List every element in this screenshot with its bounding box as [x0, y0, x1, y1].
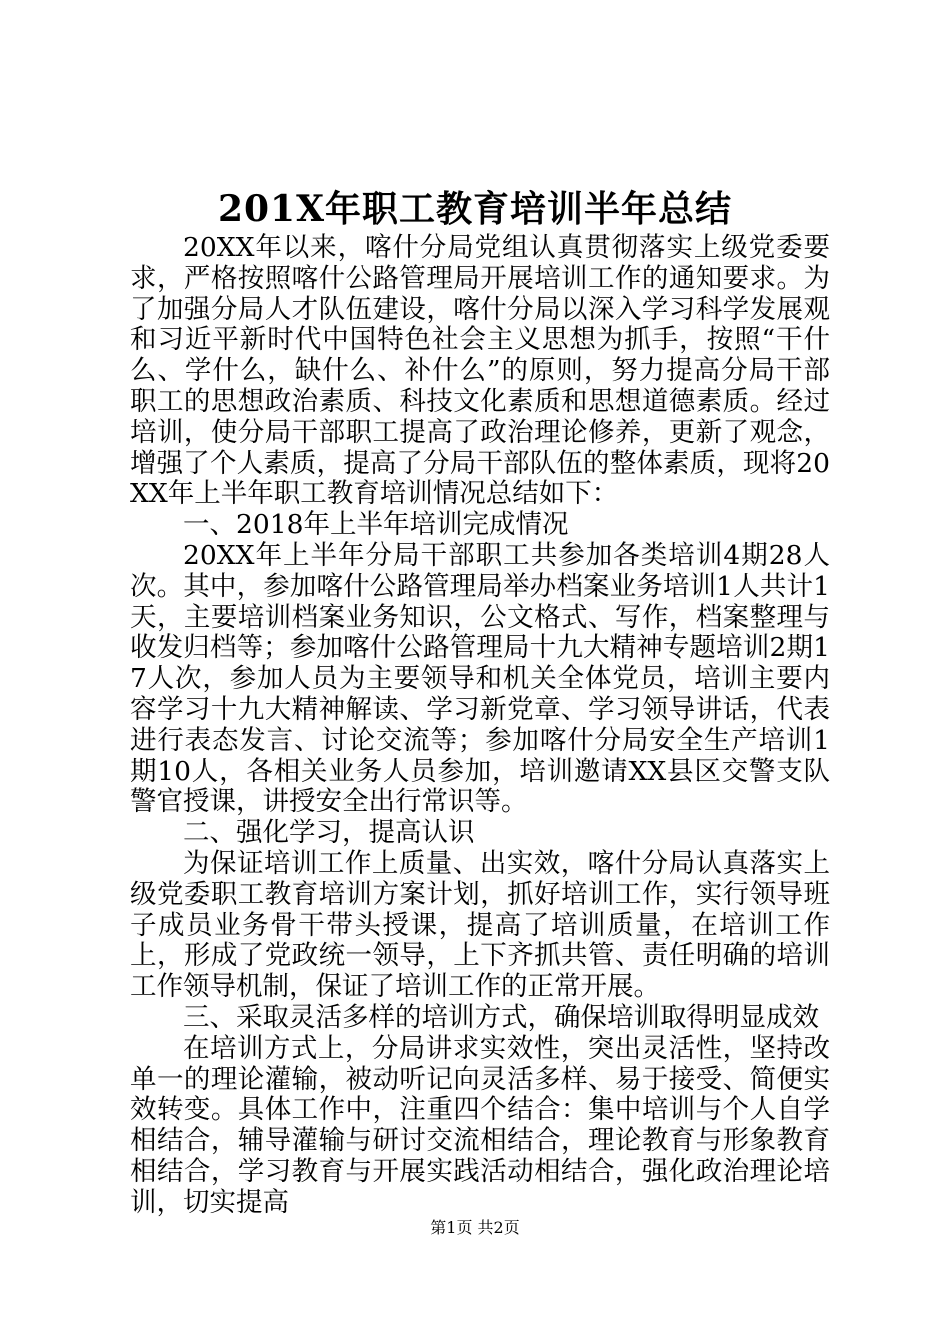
section-3-paragraph: 在培训方式上，分局讲求实效性，突出灵活性，坚持改单一的理论灌输，被动听记向灵活多样、易于接受、简便实效转变。具体工作中，注重四个结合：集中培训与个人自学相结合，辅导灌输与研讨交流相结合，理论教育与形象教育相结合，学习教育与开展实践活动相结合，强化政治理论培训，切实提高 [130, 1032, 830, 1218]
section-heading-1: 一、2018年上半年培训完成情况 [183, 509, 569, 541]
section-heading-3: 三、采取灵活多样的培训方式，确保培训取得明显成效 [183, 1001, 819, 1033]
document-body [130, 233, 830, 1219]
section-2-paragraph: 为保证培训工作上质量、出实效，喀什分局认真落实上级党委职工教育培训方案计划，抓好培训工作，实行领导班子成员业务骨干带头授课，提高了培训质量，在培训工作上，形成了党政统一领导，上下齐抓共管、责任明确的培训工作领导机制，保证了培训工作的正常开展。 [130, 847, 830, 1003]
intro-paragraph: 20XX年以来，喀什分局党组认真贯彻落实上级党委要求，严格按照喀什公路管理局开展培训工作的通知要求。为了加强分局人才队伍建设，喀什分局以深入学习科学发展观和习近平新时代中国特色社会主义思想为抓手，按照“干什么、学什么，缺什么、补什么”的原则，努力提高分局干部职工的思想政治素质、科技文化素质和思想道德素质。经过培训，使分局干部职工提高了政治理论修养，更新了观念，增强了个人素质，提高了分局干部队伍的整体素质，现将20XX年上半年职工教育培训情况总结如下： [130, 232, 830, 510]
section-heading-2: 二、强化学习，提高认识 [183, 817, 475, 849]
section-1-paragraph: 20XX年上半年分局干部职工共参加各类培训4期28人次。其中，参加喀什公路管理局举办档案业务培训1人共计1天，主要培训档案业务知识，公文格式、写作，档案整理与收发归档等；参加喀什公路管理局十九大精神专题培训2期17人次，参加人员为主要领导和机关全体党员，培训主要内容学习十九大精神解读、学习新党章、学习领导讲话，代表进行表态发言、讨论交流等；参加喀什分局安全生产培训1期10人，各相关业务人员参加，培训邀请XX县区交警支队警官授课，讲授安全出行常识等。 [130, 539, 830, 818]
page-footer: 第1页 共2页 [430, 1218, 520, 1237]
document-title: 201X年职工教育培训半年总结 [217, 188, 733, 230]
